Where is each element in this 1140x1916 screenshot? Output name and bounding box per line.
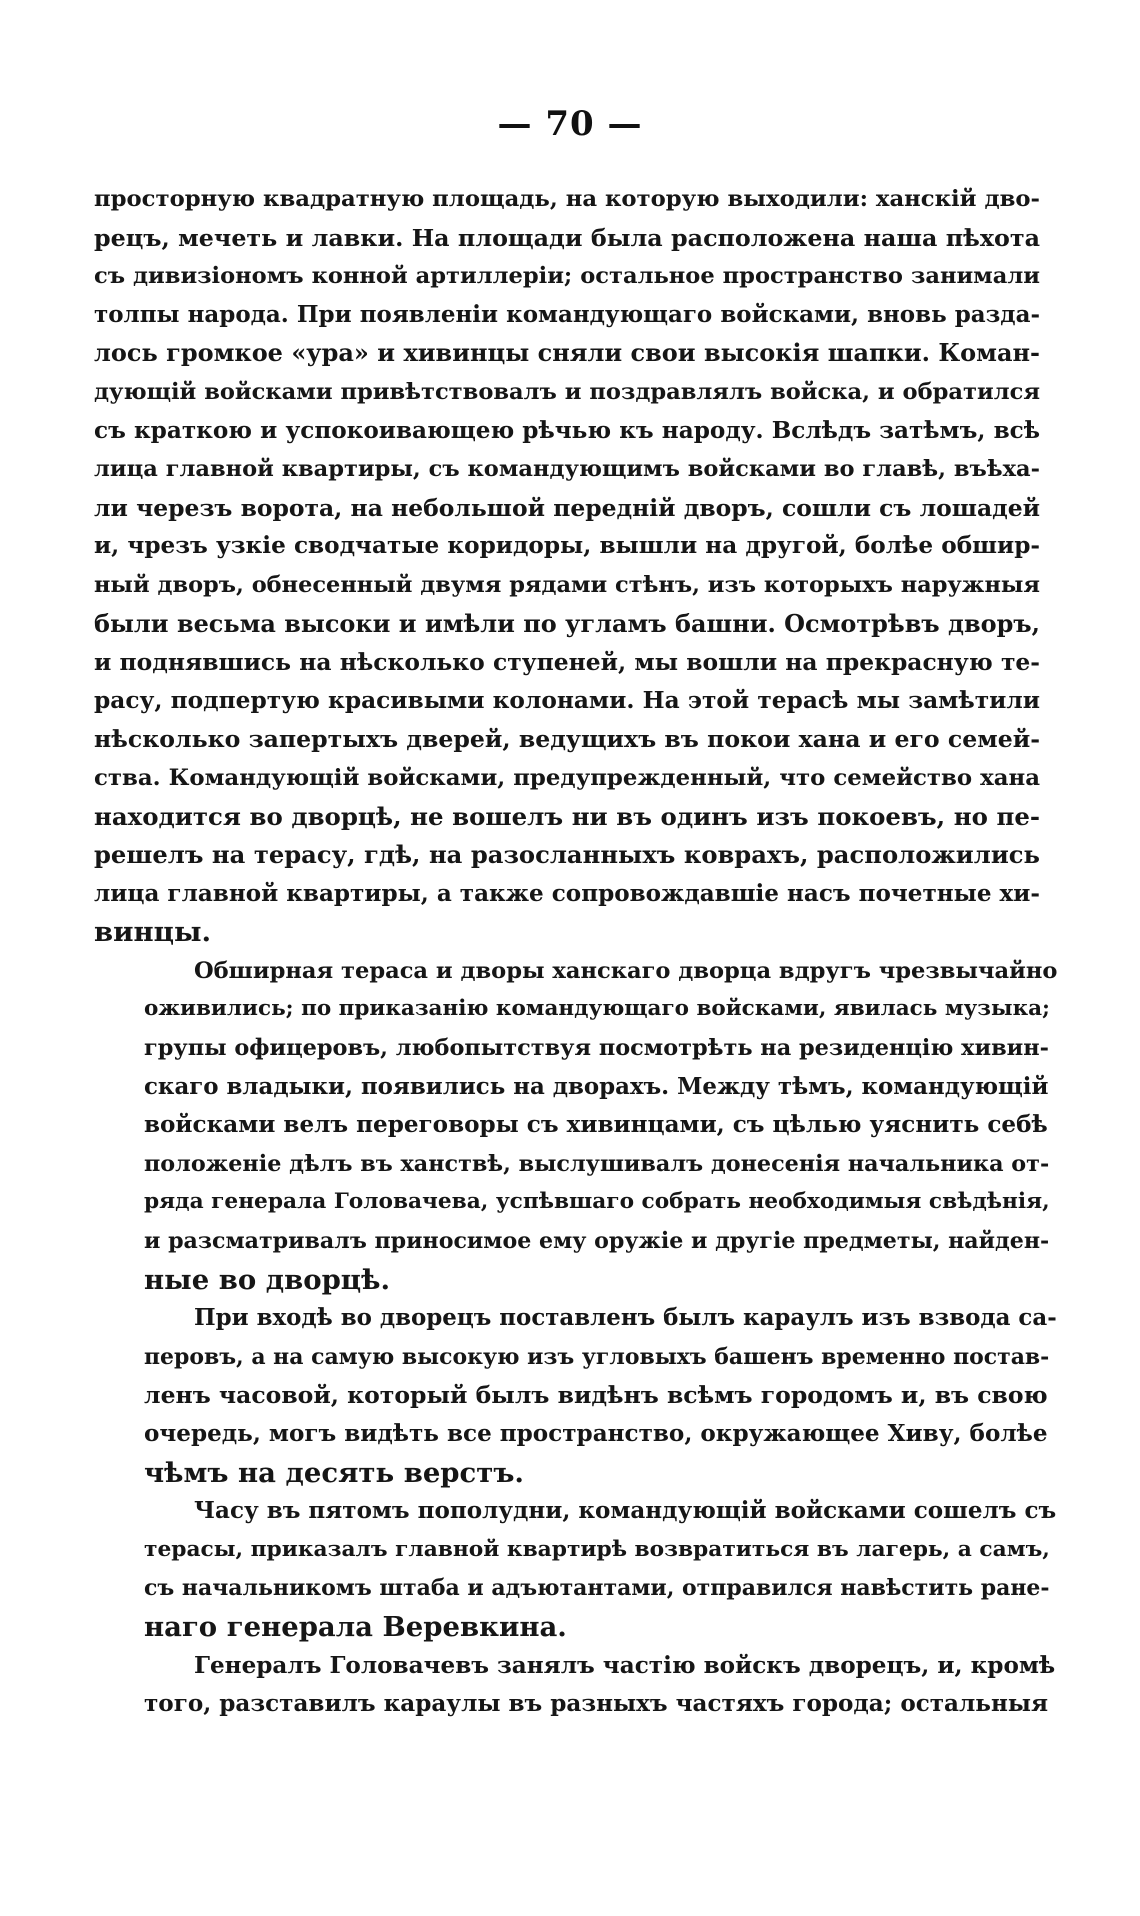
text-line: оживились; по приказанію командующаго войсками, явилась музыка; [144,996,1050,1022]
text-line: лица главной квартиры, съ командующимъ войсками во главѣ, въѣха- [94,456,1040,483]
page-number: — 70 — [497,104,643,144]
text-line: находится во дворцѣ, не вошелъ ни въ одинъ изъ покоевъ, но пе- [94,801,1040,831]
text-line: съ краткою и успокоивающею рѣчью къ народу. Вслѣдъ затѣмъ, всѣ [94,416,1040,444]
text-line: решелъ на терасу, гдѣ, на разосланныхъ коврахъ, расположились [94,840,1040,870]
text-line: толпы народа. При появленіи командующаго войсками, вновь разда- [94,300,1040,328]
text-line: скаго владыки, появились на дворахъ. Между тѣмъ, командующій [144,1073,1049,1100]
text-line: того, разставилъ караулы въ разныхъ частяхъ города; остальныя [144,1690,1049,1718]
text-line: ные во дворцѣ. [144,1263,391,1296]
text-line: лось громкое «ура» и хивинцы сняли свои высокія шапки. Коман- [94,338,1040,368]
text-line: ряда генерала Головачева, успѣвшаго собрать необходимыя свѣдѣнія, [144,1189,1050,1215]
body-text [94,180,1058,1724]
text-line: Обширная тераса и дворы ханскаго дворца вдругъ чрезвычайно [194,957,1058,984]
text-line: очередь, могъ видѣть все пространство, окружающее Хиву, болѣе [144,1420,1048,1447]
paragraph [94,1492,1057,1646]
text-line: лица главной квартиры, а также сопровождавшіе насъ почетные хи- [94,879,1040,907]
text-line: групы офицеровъ, любопытствуя посмотрѣть на резиденцію хивин- [144,1035,1049,1062]
text-line: ленъ часовой, который былъ видѣнъ всѣмъ городомъ и, въ свою [144,1381,1048,1410]
paragraph [94,1299,1057,1492]
text-line: При входѣ во дворецъ поставленъ былъ караулъ изъ взвода са- [194,1304,1057,1332]
paragraph [94,180,1040,952]
text-line: ства. Командующій войсками, предупрежденный, что семейство хана [94,764,1040,791]
text-line: положеніе дѣлъ въ ханствѣ, выслушивалъ донесенія начальника от- [144,1150,1050,1177]
text-line: и поднявшись на нѣсколько ступеней, мы вошли на прекрасную те- [94,648,1040,677]
text-line: наго генерала Веревкина. [144,1610,567,1643]
text-line: дующій войсками привѣтствовалъ и поздравлялъ войска, и обратился [94,378,1040,405]
text-line: рецъ, мечеть и лавки. На площади была расположена наша пѣхота [94,223,1040,252]
text-line: ный дворъ, обнесенный двумя рядами стѣнъ, изъ которыхъ наружныя [94,571,1040,598]
text-line: перовъ, а на самую высокую изъ угловыхъ башенъ временно постав- [144,1343,1050,1370]
paragraph [94,952,1058,1299]
paragraph [94,1647,1056,1724]
text-line: съ начальникомъ штаба и адъютантами, отправился навѣстить ране- [144,1575,1050,1602]
text-line: нѣсколько запертыхъ дверей, ведущихъ въ покои хана и его семей- [94,725,1040,754]
text-line: терасы, приказалъ главной квартирѣ возвратиться въ лагерь, а самъ, [144,1536,1050,1562]
text-line: и разсматривалъ приносимое ему оружіе и другіе предметы, найден- [144,1228,1050,1255]
text-line: Часу въ пятомъ пополудни, командующій войсками сошелъ съ [194,1497,1057,1525]
text-line: просторную квадратную площадь, на которую выходили: ханскій дво- [94,186,1040,212]
text-line: и, чрезъ узкіе сводчатые коридоры, вышли на другой, болѣе обшир- [94,532,1040,560]
text-line: ли черезъ ворота, на небольшой передній дворъ, сошли съ лошадей [94,493,1040,522]
text-line: были весьма высоки и имѣли по угламъ башни. Осмотрѣвъ дворъ, [94,609,1040,638]
text-line: войсками велъ переговоры съ хивинцами, съ цѣлью уяснить себѣ [144,1111,1048,1139]
text-line: съ дивизіономъ конной артиллеріи; остальное пространство занимали [94,263,1040,290]
text-line: винцы. [94,916,212,949]
text-line: Генералъ Головачевъ занялъ частію войскъ дворецъ, и, кромѣ [194,1651,1056,1679]
text-line: расу, подпертую красивыми колонами. На этой терасѣ мы замѣтили [94,686,1040,714]
text-line: чѣмъ на десять верстъ. [144,1456,524,1489]
